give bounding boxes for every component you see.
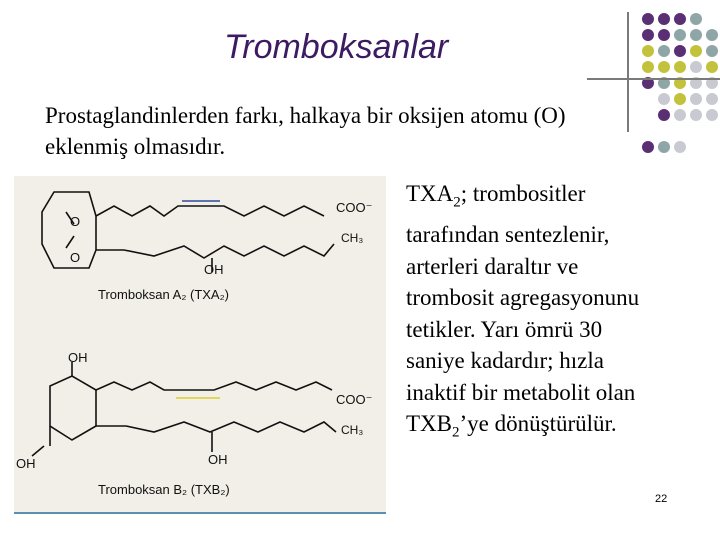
txa2-ring-bonds bbox=[42, 192, 96, 268]
deco-dot bbox=[642, 45, 654, 57]
deco-dot bbox=[706, 61, 718, 73]
page-number: 22 bbox=[655, 493, 668, 505]
deco-dot bbox=[658, 61, 670, 73]
txb2-caption: Tromboksan B₂ (TXB₂) bbox=[98, 482, 230, 497]
deco-dot bbox=[674, 45, 686, 57]
structures-svg bbox=[14, 176, 386, 514]
deco-dot bbox=[674, 109, 686, 121]
txb2-oh-right-label: OH bbox=[208, 452, 228, 467]
deco-dot bbox=[690, 13, 702, 25]
txa2-ring-o-label-bottom: O bbox=[70, 250, 81, 265]
txb2-oh-left-label: OH bbox=[16, 456, 36, 471]
intro-text: Prostaglandinlerden farkı, halkaya bir oksijen atomu (O) eklenmiş olmasıdır. bbox=[45, 103, 566, 159]
deco-dot bbox=[706, 45, 718, 57]
deco-dot bbox=[658, 45, 670, 57]
slide-title: Tromboksanlar bbox=[224, 28, 449, 66]
txa2-oh-label: OH bbox=[204, 262, 224, 277]
deco-dot bbox=[674, 61, 686, 73]
description-line: trombosit agregasyonunu bbox=[406, 285, 640, 311]
deco-dot bbox=[690, 109, 702, 121]
description-line: saniye kadardır; hızla bbox=[406, 348, 604, 374]
description-line: $TXB_2’ye$ dönüştürülür. bbox=[406, 411, 617, 441]
txa2-caption: Tromboksan A₂ (TXA₂) bbox=[98, 287, 229, 302]
txb2-oh-top-label: OH bbox=[68, 350, 88, 365]
txa2-structure bbox=[42, 192, 334, 272]
decorative-horizontal-line bbox=[587, 78, 720, 80]
deco-dot bbox=[658, 29, 670, 41]
txb2-ch3-label: CH₃ bbox=[341, 423, 364, 437]
deco-dot bbox=[658, 109, 670, 121]
description-line: arterleri daraltır ve bbox=[406, 253, 579, 279]
description-line: tetikler. Yarı ömrü 30 bbox=[406, 316, 603, 342]
description-line: tarafından sentezlenir, bbox=[406, 222, 610, 248]
txa2-ch3-label: CH₃ bbox=[341, 231, 364, 245]
deco-dot bbox=[658, 141, 670, 153]
txb2-coo-label: COO⁻ bbox=[336, 392, 373, 407]
txb2-upper-chain bbox=[96, 382, 332, 390]
deco-dot bbox=[674, 29, 686, 41]
figure-bottom-rule bbox=[14, 512, 386, 514]
description-line: inaktif bir metabolit olan bbox=[406, 379, 636, 405]
deco-dot bbox=[658, 93, 670, 105]
deco-dot bbox=[642, 61, 654, 73]
deco-dot bbox=[674, 13, 686, 25]
deco-dot bbox=[706, 109, 718, 121]
deco-dot bbox=[706, 93, 718, 105]
txa2-ring-o-label-top: O bbox=[70, 214, 81, 229]
txb2-lower-chain bbox=[96, 422, 336, 432]
deco-dot bbox=[690, 93, 702, 105]
deco-dot bbox=[658, 13, 670, 25]
txa2-lower-chain bbox=[96, 244, 334, 258]
txa2-coo-label: COO⁻ bbox=[336, 200, 373, 215]
deco-dot bbox=[674, 141, 686, 153]
txa2-upper-chain bbox=[96, 206, 324, 216]
deco-dot bbox=[690, 61, 702, 73]
deco-dot bbox=[690, 29, 702, 41]
deco-dot bbox=[706, 29, 718, 41]
deco-dot bbox=[674, 93, 686, 105]
deco-dot bbox=[642, 13, 654, 25]
txb2-ring-bonds bbox=[50, 376, 96, 440]
deco-dot bbox=[642, 29, 654, 41]
description-text bbox=[406, 178, 716, 449]
thromboxane-structures-figure bbox=[14, 176, 386, 514]
txb2-structure bbox=[32, 362, 336, 456]
description-line: $TXA_2$; trombositler bbox=[406, 181, 586, 211]
deco-dot bbox=[690, 45, 702, 57]
txb2-left-oh-bond bbox=[32, 446, 44, 456]
decorative-dot-grid bbox=[640, 10, 720, 160]
